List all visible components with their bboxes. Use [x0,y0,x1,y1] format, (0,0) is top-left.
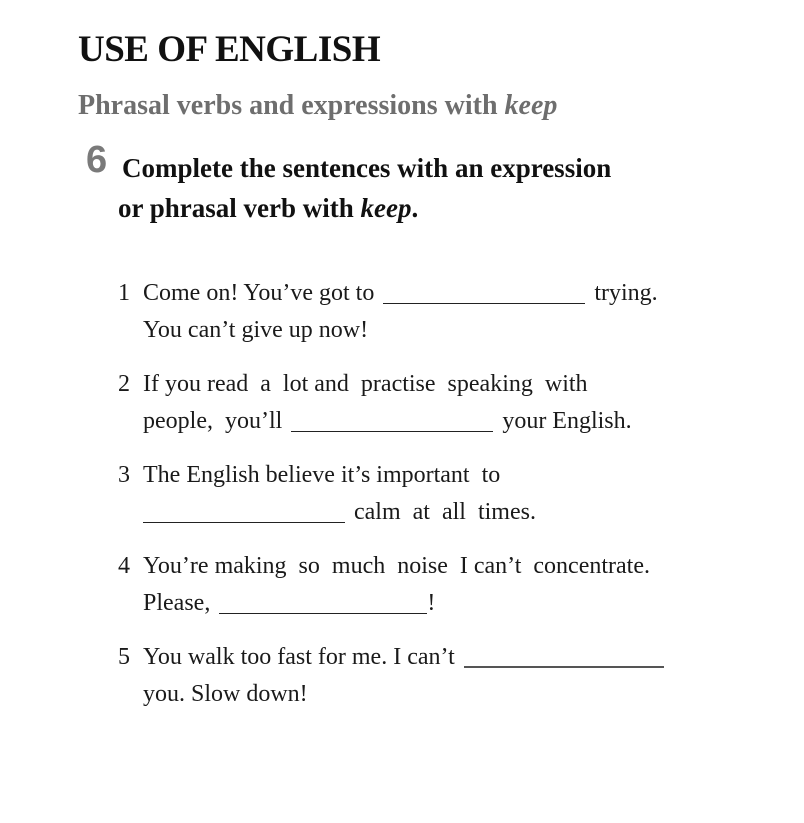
section-title: USE OF ENGLISH [78,29,381,70]
exercise-number: 6 [86,139,108,181]
sentence-text-line-1: You’re making so much noise I can’t concentrate. [143,553,650,579]
sentence-text-before-blank: people, you’ll [143,408,283,434]
sentence-text-line-2: You can’t give up now! [143,317,369,343]
item-number: 5 [118,644,130,670]
sentence-text-before-blank: You walk too fast for me. I can’t [143,644,455,670]
subtitle-text: Phrasal verbs and expressions with [78,90,498,121]
instruction-keyword: keep [360,193,412,223]
item-number: 4 [118,553,130,579]
sentence-text-before-blank: Please, [143,590,211,616]
answer-blank-1[interactable] [383,279,585,304]
exercise-instruction [118,148,758,228]
sentence-item-4 [118,548,758,622]
answer-blank-3[interactable] [143,498,345,523]
answer-blank-4[interactable] [219,589,427,614]
sentence-text-line-2: you. Slow down! [143,681,308,707]
subtitle-keyword: keep [504,90,558,121]
sentence-item-3 [118,457,758,531]
sentence-item-5 [118,639,758,713]
sentence-text-after-blank: trying. [594,280,658,306]
item-number: 2 [118,371,130,397]
item-number: 3 [118,462,130,488]
sentence-text-after-blank: calm at all times. [354,499,536,525]
instruction-period: . [411,193,419,223]
instruction-line-2: or phrasal verb with [118,193,354,223]
sentence-text-after-blank: ! [427,590,436,616]
instruction-line-1: Complete the sentences with an expression [122,153,612,183]
sentence-text-line-1: The English believe it’s important to [143,462,501,488]
sentence-text-line-1: If you read a lot and practise speaking with [143,371,588,397]
sentence-item-2 [118,366,758,440]
answer-blank-2[interactable] [291,407,493,432]
sentence-item-1 [118,275,758,349]
sentence-text-before-blank: Come on! You’ve got to [143,280,375,306]
sentence-list [118,275,758,730]
section-subtitle [78,90,557,122]
sentence-text-after-blank: your English. [502,408,632,434]
answer-blank-5[interactable] [464,642,664,668]
item-number: 1 [118,280,130,306]
